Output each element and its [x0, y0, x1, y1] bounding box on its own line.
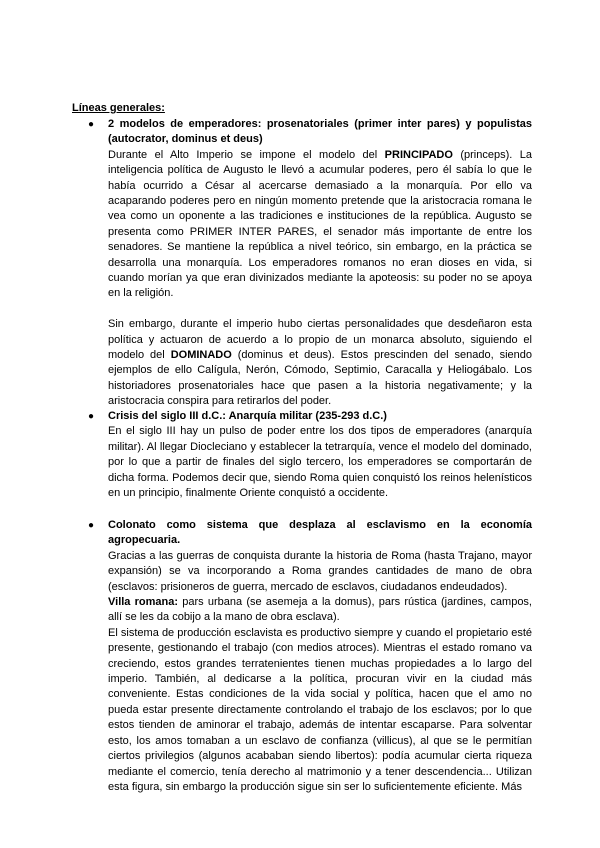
paragraph-esclavista: El sistema de producción esclavista es productivo siempre y cuando el propietario esté presente, gestionando el trabajo (con medios atroces). Mientras el estado romano va creciendo, estos grandes terratenientes tienen muchas propiedades a lo largo del imperio. También, al dedicarse a la política, procuran vivir en la ciudad más conveniente. Estas condiciones de la vida social y política, hacen que el amo no pueda estar presente directamente controlando el trabajo de los esclavos; por lo que estos tienden de aminorar el trabajo, además de intentar escaparse. Para solventar esto, los amos tomaban a un esclavo de confianza (villicus), al que se le permitían ciertos privilegios (algunos acababan siendo libertos): podía acumular cierta riqueza mediante el comercio, tenía derecho al matrimonio y a tener descendencia... Utilizan esta figura, sin embargo la producción sigue sin ser lo suficientemente eficiente. Más — [108, 626, 532, 793]
term-principado: PRINCIPADO — [384, 148, 453, 161]
term-dominado: DOMINADO — [170, 349, 232, 362]
page-heading: Líneas generales: — [72, 102, 165, 114]
paragraph-principado: Durante el Alto Imperio se impone el modelo del PRINCIPADO (princeps). La inteligencia política de Augusto le llevó a acumular poderes, pero él sabía lo que le había ocurrido a César al acercarse demasiado a la monarquía. Por ello va acaparando poderes pero en ningún momento pretende que la aristocracia romana le vea como un oponente a las tradiciones e instituciones de la república. Augusto se presenta como PRIMER INTER PARES, el senador más importante de entre los senadores. Se mantiene la república a nivel teórico, sin embargo, en la práctica se desarrolla una monarquía. Los emperadores romanos no eran dioses en vida, si cuando morían ya que eran divinizados mediante la apoteosis: su poder no se apoya en la religión. — [108, 148, 532, 300]
section-emperor-models — [72, 117, 532, 410]
paragraph-dominado: Sin embargo, durante el imperio hubo ciertas personalidades que desdeñaron esta política y actuaron de acuerdo a lo propio de un monarca absoluto, siguiendo el modelo del DOMINADO (dominus et deus). Estos prescinden del senado, siendo ejemplos de ello Calígula, Nerón, Cómodo, Septimio, Caracalla y Heliogábalo. Los historiadores prosenatoriales hace que pasen a la historia negativamente; y la aristocracia conspira para retirarlos del poder. — [108, 318, 533, 408]
paragraph-villa: Villa romana: pars urbana (se asemeja a la domus), pars rústica (jardines, campos, allí se les da cobijo a la mano de obra esclava). — [108, 596, 532, 624]
paragraph-guerras: Gracias a las guerras de conquista durante la historia de Roma (hasta Trajano, mayor expansión) se va incorporando a Roma grandes cantidades de mano de obra (esclavos: prisioneros de guerra, mercado de esclavos, ciudadanos endeudados). — [108, 549, 532, 593]
bullet-icon: ● — [88, 411, 95, 422]
term-villa-romana: Villa romana: — [108, 596, 179, 609]
paragraph-anarquia: En el siglo III hay un pulso de poder entre los dos tipos de emperadores (anarquía militar). Al llegar Diocleciano y establecer la tetrarquía, vence el modelo del dominado, por lo que a partir de finales del siglo tercero, los emperadores se comportarán de dicha forma. Podemos decir que, siendo Roma quien conquistó los reinos helenísticos en un principio, finalmente Oriente conquistó a occidente. — [108, 425, 532, 500]
section-title: Colonato como sistema que desplaza al esclavismo en la economía agropecuaria. — [108, 519, 532, 547]
section-colonato — [72, 518, 532, 795]
bullet-icon: ● — [88, 119, 95, 130]
bullet-icon: ● — [88, 520, 95, 531]
section-crisis-siglo-iii — [72, 409, 532, 501]
section-title: 2 modelos de emperadores: prosenatoriales (primer inter pares) y populistas (autocrator, dominus et deus) — [108, 118, 532, 146]
section-title: Crisis del siglo III d.C.: Anarquía militar (235-293 d.C.) — [108, 410, 387, 422]
